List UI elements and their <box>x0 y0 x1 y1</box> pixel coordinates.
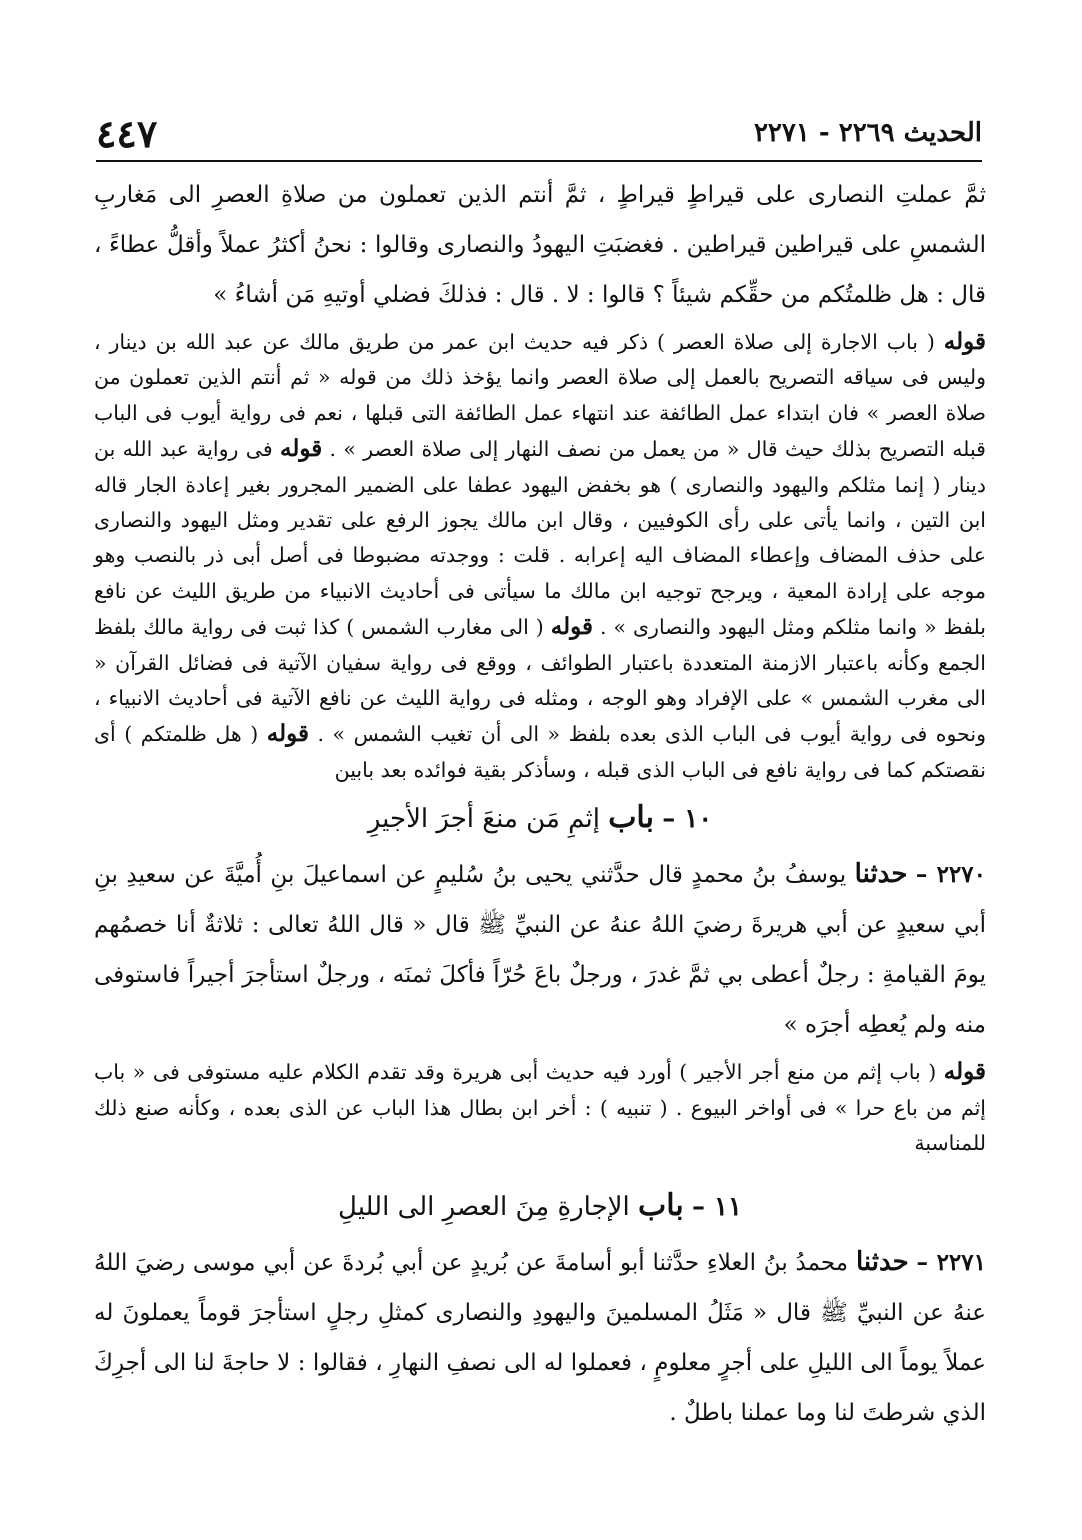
commentary-hadith-2270 <box>94 1054 986 1161</box>
chapter-bab-word: باب <box>637 1187 684 1223</box>
chapter-number: ١٠ – <box>662 804 713 835</box>
chapter-bab-word: باب <box>608 800 654 836</box>
hadith-number: ٢٢٧٠ – <box>915 861 986 889</box>
lemma-qawluhu: قوله <box>266 720 309 748</box>
hadith-text: محمدُ بنُ العلاءِ حدَّثنا أبو أسامةَ عن بُريدٍ عن أبي بُردةَ عن أبي موسى رضيَ اللهُ عنهُ عن النبيِّ ﷺ قال « مَثَلُ المسلمينَ واليهودِ والنصارى كمثلِ رجلٍ استأجرَ قوماً يعملونَ له عملاً يوماً الى الليلِ على أجرٍ معلومٍ ، فعملوا له الى نصفِ النهارِ ، فقالوا : لا حاجةَ لنا الى أجرِكَ الذي شرطتَ لنا وما عملنا باطلٌ . <box>94 1249 986 1426</box>
commentary-text: ( الى مغارب الشمس ) كذا ثبت فى رواية مالك بلفظ الجمع وكأنه باعتبار الازمنة المتعددة باعتبار الطوائف ، ووقع فى رواية سفيان الآتية فى فضائل القرآن « الى مغرب الشمس » على الإفراد وهو الوجه ، ومثله فى رواية الليث عن نافع الآتية فى أحاديث الانبياء ، ونحوه فى رواية أيوب فى الباب الذى بعده بلفظ « الى أن تغيب الشمس » . <box>94 615 986 747</box>
commentary-hadith-2269 <box>94 324 986 788</box>
hadith-text: ثمَّ عملتِ النصارى على قيراطٍ قيراطٍ ، ثمَّ أنتم الذين تعملون من صلاةِ العصرِ الى مَغاربِ الشمسِ على قيراطين قيراطين . فغضبَتِ اليهودُ والنصارى وقالوا : نحنُ أكثرُ عملاً وأقلُّ عطاءً ، قال : هل ظلمتُكم من حقِّكم شيئاً ؟ قالوا : لا . قال : فذلكَ فضلي أوتيهِ مَن أشاءُ » <box>94 182 986 308</box>
commentary-text: ( هل ظلمتكم ) أى نقصتكم كما فى رواية نافع فى الباب الذى قبله ، وسأذكر بقية فوائده بعد بابين <box>94 722 986 782</box>
running-header <box>96 108 982 158</box>
hadith-2271 <box>94 1237 986 1438</box>
chapter-title: الإجارةِ مِنَ العصرِ الى الليلِ <box>338 1191 630 1222</box>
page-number: ٤٤٧ <box>96 110 158 156</box>
header-rule <box>96 160 982 162</box>
hadith-number: ٢٢٧١ – <box>916 1248 986 1276</box>
chapter-heading-10 <box>94 790 986 847</box>
chapter-heading-11 <box>94 1178 986 1235</box>
running-title: الحديث ٢٢٦٩ - ٢٢٧١ <box>753 118 982 148</box>
lemma-qawluhu: قوله <box>943 328 986 355</box>
hadith-2269-ending <box>94 170 986 320</box>
lemma-qawluhu: قوله <box>943 1058 986 1086</box>
chapter-title: إثمِ مَن منعَ أجرَ الأجيرِ <box>367 804 600 835</box>
lemma-qawluhu: قوله <box>279 435 323 463</box>
haddathana-word: حدثنا <box>855 1246 909 1277</box>
commentary-text: ( باب الاجارة إلى صلاة العصر ) ذكر فيه حديث ابن عمر من طريق مالك عن عبد الله بن دينار ، وليس فى سياقه التصريح بالعمل إلى صلاة العصر وانما يؤخذ ذلك من قوله « ثم أنتم الذين تعملون من صلاة العصر » فان ابتداء عمل الطائفة عند انتهاء عمل الطائفة التى قبلها ، نعم فى رواية أيوب فى الباب قبله التصريح بذلك حيث قال « من يعمل من نصف النهار إلى صلاة العصر » . <box>94 330 986 462</box>
commentary-text: ( باب إثم من منع أجر الأجير ) أورد فيه حديث أبى هريرة وقد تقدم الكلام عليه مستوفى فى « باب إثم من باع حرا » فى أواخر البيوع . ( تنبيه ) : أخر ابن بطال هذا الباب عن الذى بعده ، وكأنه صنع ذلك للمناسبة <box>94 1060 986 1156</box>
hadith-2270 <box>94 849 986 1050</box>
chapter-number: ١١ – <box>691 1191 742 1222</box>
commentary-text: فى رواية عبد الله بن دينار ( إنما مثلكم واليهود والنصارى ) هو بخفض اليهود عطفا على الضمير المجرور بغير إعادة الجار قاله ابن التين ، وانما يأتى على رأى الكوفيين ، وقال ابن مالك يجوز الرفع على تقدير ومثل اليهود والنصارى على حذف المضاف وإعطاء المضاف اليه إعرابه . قلت : ووجدته مضبوطا فى أصل أبى ذر بالنصب وهو موجه على إرادة المعية ، ويرجح توجيه ابن مالك ما سيأتى فى أحاديث الانبياء من طريق الليث عن نافع بلفظ « وانما مثلكم ومثل اليهود والنصارى » . <box>94 437 986 640</box>
haddathana-word: حدثنا <box>854 859 908 890</box>
lemma-qawluhu: قوله <box>550 613 593 641</box>
page-body <box>94 170 986 1438</box>
hadith-text: يوسفُ بنُ محمدٍ قال حدَّثني يحيى بنُ سُليمٍ عن اسماعيلَ بنِ أُميَّةَ عن سعيدِ بنِ أبي سعيدٍ عن أبي هريرةَ رضيَ اللهُ عنهُ عن النبيِّ ﷺ قال « قال اللهُ تعالى : ثلاثةٌ أنا خصمُهم يومَ القيامةِ : رجلٌ أعطى بي ثمَّ غدرَ ، ورجلٌ باعَ حُرّاً فأكلَ ثمنَه ، ورجلٌ استأجرَ أجيراً فاستوفى منه ولم يُعطِه أجرَه » <box>94 862 986 1039</box>
